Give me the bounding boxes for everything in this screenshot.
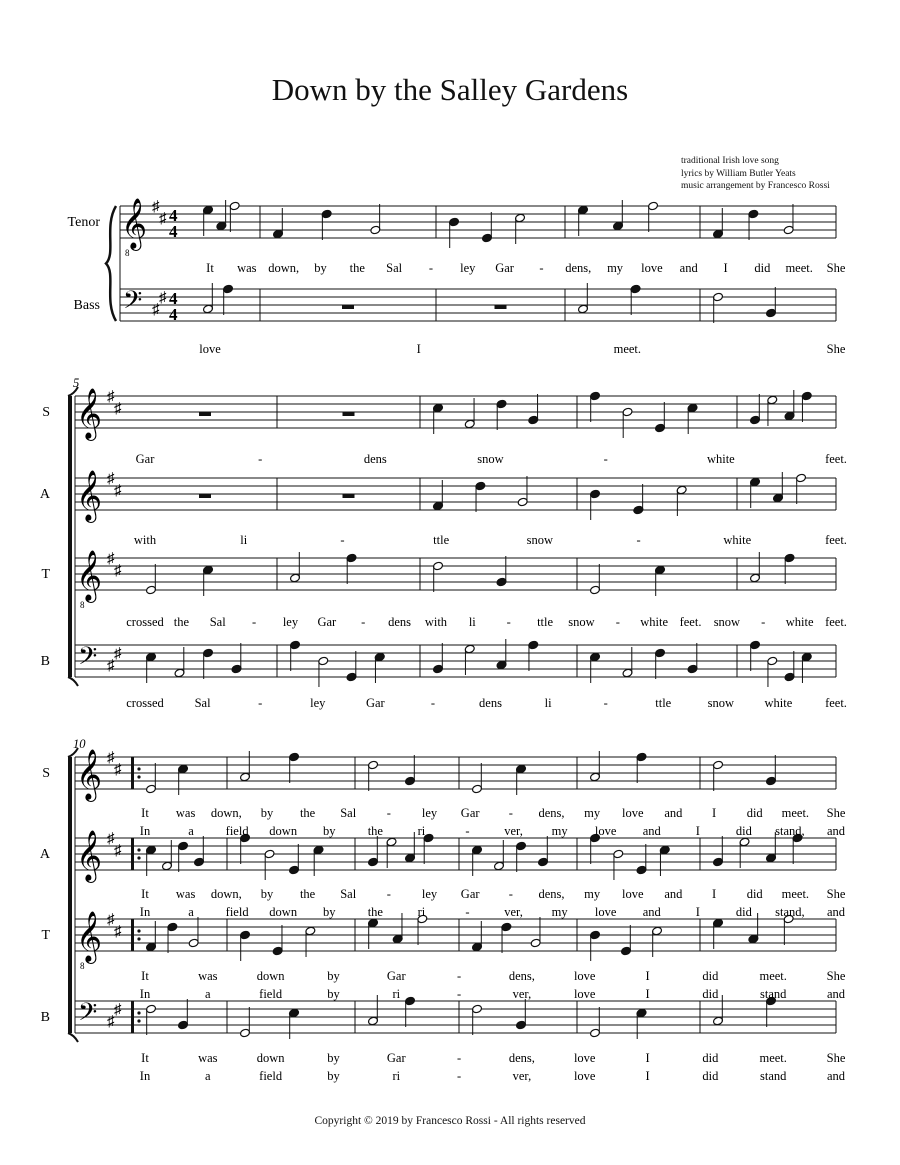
whole-rest-icon [343, 412, 355, 416]
lyric-syllable: was [237, 261, 257, 275]
sharp-icon: ♯ [114, 1002, 122, 1018]
lyric-syllable: feet. [825, 615, 847, 629]
sharp-icon: ♯ [114, 563, 122, 579]
lyric-syllable: She [826, 887, 846, 901]
lyric-syllable: Gar [386, 969, 406, 983]
time-signature-digit: 4 [169, 305, 178, 324]
system-brace [106, 206, 116, 321]
lyric-syllable: ver, [504, 824, 523, 838]
system-bracket [68, 757, 72, 1033]
octave-mark-icon: 8 [80, 600, 85, 610]
lyric-syllable: my [551, 824, 568, 838]
lyric-syllable: crossed [126, 696, 164, 710]
lyric-syllable: - [508, 806, 513, 820]
lyric-syllable: did [702, 1051, 719, 1065]
lyric-syllable: - [252, 615, 257, 629]
staff-label: S [42, 405, 50, 420]
lyric-syllable: my [584, 887, 601, 901]
lyric-syllable: down, [268, 261, 300, 275]
lyric-syllable: - [603, 452, 608, 466]
lyric-syllable: by [327, 1051, 340, 1065]
lyric-syllable: and [679, 261, 698, 275]
lyric-syllable: stand [759, 1069, 787, 1083]
lyric-syllable: It [141, 969, 149, 983]
staff-s [75, 750, 836, 802]
lyric-syllable: li [544, 696, 552, 710]
lyric-syllable: with [424, 615, 448, 629]
lyric-syllable: meet. [781, 806, 810, 820]
lyric-syllable: dens, [538, 887, 565, 901]
repeat-barline [131, 919, 134, 951]
time-signature-digit: 4 [169, 222, 178, 241]
lyric-syllable: I [711, 887, 717, 901]
lyric-syllable: snow [713, 615, 741, 629]
lyric-syllable: white [706, 452, 735, 466]
lyric-syllable: I [645, 987, 650, 1001]
lyric-syllable: - [615, 615, 620, 629]
lyric-syllable: down, [210, 806, 242, 820]
lyric-syllable: love [621, 806, 644, 820]
lyric-syllable: meet. [613, 342, 642, 356]
lyric-syllable: I [695, 905, 700, 919]
lyric-syllable: meet. [759, 1051, 787, 1065]
lyric-syllable: white [723, 533, 752, 547]
sharp-icon: ♯ [159, 211, 167, 227]
lyric-syllable: Gar [135, 452, 155, 466]
lyric-syllable: ver, [512, 1069, 532, 1083]
lyric-syllable: - [603, 696, 608, 710]
lyric-syllable: field [259, 987, 283, 1001]
staff-label: Tenor [67, 215, 100, 230]
lyric-syllable: and [826, 905, 846, 919]
lyric-syllable: down [256, 969, 285, 983]
lyric-syllable: I [645, 969, 650, 983]
lyric-syllable: by [323, 905, 336, 919]
lyric-syllable: ri [417, 905, 426, 919]
lyric-syllable: stand [759, 987, 787, 1001]
lyric-syllable: She [826, 261, 846, 275]
lyric-syllable: Gar [317, 615, 337, 629]
lyric-syllable: by [327, 969, 340, 983]
lyric-syllable: Gar [460, 806, 480, 820]
staff-label: T [41, 567, 50, 582]
lyric-syllable: ttle [537, 615, 554, 629]
repeat-dot [137, 929, 140, 932]
repeat-dot [137, 856, 140, 859]
staff-label: S [42, 766, 50, 781]
sharp-icon: ♯ [114, 924, 122, 940]
treble-clef-icon: 𝄞 [76, 389, 103, 438]
lyric-syllable: dens, [538, 806, 565, 820]
lyric-syllable: It [206, 261, 214, 275]
lyric-syllable: by [323, 824, 336, 838]
measure-number: 5 [73, 376, 80, 390]
lyric-syllable: Sal [194, 696, 211, 710]
lyric-syllable: feet. [825, 696, 847, 710]
lyric-syllable: dens, [508, 969, 535, 983]
lyric-syllable: li [240, 533, 248, 547]
lyric-syllable: a [205, 1069, 211, 1083]
lyric-syllable: love [573, 969, 596, 983]
sharp-icon: ♯ [107, 389, 115, 405]
lyric-syllable: love [594, 824, 617, 838]
lyric-syllable: dens [388, 615, 412, 629]
lyric-syllable: - [506, 615, 511, 629]
lyric-syllable: the [173, 615, 190, 629]
lyric-syllable: love [573, 1069, 596, 1083]
staff-label: A [39, 487, 50, 502]
staff-t [75, 551, 836, 610]
lyric-syllable: and [642, 905, 661, 919]
sharp-icon: ♯ [114, 843, 122, 859]
lyric-syllable: Gar [495, 261, 514, 275]
octave-mark-icon: 8 [125, 248, 130, 258]
lyric-syllable: - [636, 533, 641, 547]
lyric-syllable: - [539, 261, 544, 275]
measure-number: 10 [73, 737, 86, 751]
staff-label: B [40, 654, 50, 669]
staff-bass [120, 283, 836, 324]
bass-clef-icon: 𝄢 [123, 287, 143, 320]
bracket-hook [68, 677, 78, 686]
sharp-icon: ♯ [107, 750, 115, 766]
staff-label: B [40, 1010, 50, 1025]
lyric-syllable: She [826, 806, 846, 820]
repeat-barline [131, 757, 134, 789]
lyric-syllable: down, [210, 887, 242, 901]
lyric-syllable: I [645, 1069, 650, 1083]
lyric-syllable: snow [568, 615, 595, 629]
lyric-syllable: feet. [679, 615, 702, 629]
lyric-syllable: love [641, 261, 663, 275]
lyric-syllable: was [175, 887, 196, 901]
copyright-notice: Copyright © 2019 by Francesco Rossi - All rights reserved [314, 1115, 586, 1127]
lyric-syllable: my [607, 261, 624, 275]
repeat-dot [137, 1019, 140, 1022]
lyric-syllable: - [430, 696, 436, 710]
lyric-syllable: dens [479, 696, 502, 710]
bass-clef-icon: 𝄢 [78, 643, 98, 676]
repeat-barline [131, 838, 134, 870]
page-title: Down by the Salley Gardens [271, 72, 629, 107]
credit-line: music arrangement by Francesco Rossi [681, 181, 830, 191]
lyric-syllable: I [723, 261, 728, 275]
sharp-icon: ♯ [114, 762, 122, 778]
lyric-syllable: - [428, 261, 434, 275]
lyric-syllable: snow [526, 533, 554, 547]
sharp-icon: ♯ [152, 302, 160, 318]
lyric-syllable: a [188, 824, 194, 838]
lyric-syllable: ver, [504, 905, 523, 919]
system-2 [68, 387, 836, 687]
credit-line: traditional Irish love song [681, 156, 779, 166]
lyric-syllable: In [139, 1069, 151, 1083]
lyric-syllable: ley [421, 887, 438, 901]
lyric-syllable: was [198, 1051, 218, 1065]
lyric-syllable: by [327, 1069, 340, 1083]
staff-b [75, 995, 836, 1039]
lyric-syllable: I [695, 824, 700, 838]
staff-a [75, 471, 836, 523]
lyric-syllable: Gar [386, 1051, 406, 1065]
lyric-syllable: ttle [655, 696, 672, 710]
lyric-syllable: by [327, 987, 340, 1001]
lyric-syllable: field [225, 824, 249, 838]
lyric-syllable: down [269, 905, 298, 919]
lyric-syllable: It [141, 887, 149, 901]
lyric-syllable: In [139, 824, 151, 838]
lyric-syllable: - [465, 905, 470, 919]
treble-clef-icon: 𝄞 [76, 551, 103, 600]
repeat-barline [131, 1001, 134, 1033]
lyric-syllable: ley [282, 615, 299, 629]
lyric-syllable: - [340, 533, 345, 547]
lyric-syllable: love [573, 1051, 596, 1065]
treble-clef-icon: 𝄞 [121, 199, 148, 248]
lyric-syllable: love [573, 987, 596, 1001]
lyric-syllable: dens, [565, 261, 592, 275]
lyric-syllable: did [754, 261, 771, 275]
time-signature-digit: 4 [169, 206, 178, 225]
lyric-syllable: - [761, 615, 766, 629]
lyric-syllable: It [141, 1051, 149, 1065]
lyric-syllable: She [826, 1051, 846, 1065]
lyric-syllable: field [259, 1069, 283, 1083]
lyric-syllable: ley [460, 261, 476, 275]
lyric-syllable: and [642, 824, 661, 838]
lyric-syllable: by [260, 806, 274, 820]
lyric-syllable: love [594, 905, 617, 919]
lyric-syllable: snow [707, 696, 735, 710]
time-signature-digit: 4 [169, 289, 178, 308]
lyric-syllable: the [349, 261, 365, 275]
lyric-syllable: - [457, 969, 462, 983]
lyric-syllable: white [764, 696, 793, 710]
bracket-hook [68, 1033, 78, 1042]
lyric-syllable: was [198, 969, 218, 983]
lyric-syllable: meet. [785, 261, 813, 275]
lyric-syllable: I [711, 806, 717, 820]
staff-t [75, 912, 836, 971]
staff-b [75, 639, 836, 687]
lyric-syllable: and [664, 887, 683, 901]
lyric-syllable: ri [417, 824, 426, 838]
repeat-dot [137, 767, 140, 770]
lyric-syllable: love [199, 342, 221, 356]
repeat-dot [137, 848, 140, 851]
sharp-icon: ♯ [114, 646, 122, 662]
lyric-syllable: Sal [340, 806, 357, 820]
lyric-syllable: - [457, 987, 462, 1001]
repeat-dot [137, 775, 140, 778]
lyric-syllable: down [256, 1051, 285, 1065]
lyric-syllable: and [826, 1069, 846, 1083]
sharp-icon: ♯ [107, 1014, 115, 1030]
lyric-syllable: - [465, 824, 470, 838]
staff-label: A [39, 847, 50, 862]
staff-s [75, 389, 836, 441]
lyric-syllable: In [139, 987, 151, 1001]
lyric-syllable: white [785, 615, 814, 629]
lyric-syllable: by [260, 887, 274, 901]
lyric-syllable: did [746, 806, 763, 820]
lyric-syllable: and [664, 806, 683, 820]
lyric-syllable: - [457, 1069, 462, 1083]
lyric-syllable: I [416, 342, 421, 356]
sharp-icon: ♯ [107, 912, 115, 928]
lyric-syllable: stand, [775, 824, 805, 838]
lyric-syllable: She [826, 342, 846, 356]
lyric-syllable: Gar [365, 696, 385, 710]
sharp-icon: ♯ [107, 658, 115, 674]
lyric-syllable: crossed [126, 615, 164, 629]
lyric-syllable: down [269, 824, 298, 838]
lyric-syllable: It [141, 806, 149, 820]
treble-clef-icon: 𝄞 [76, 912, 103, 961]
lyric-syllable: by [314, 261, 327, 275]
sharp-icon: ♯ [107, 551, 115, 567]
lyric-syllable: field [225, 905, 249, 919]
lyric-syllable: meet. [781, 887, 810, 901]
whole-rest-icon [343, 494, 355, 498]
lyric-syllable: was [175, 806, 196, 820]
treble-clef-icon: 𝄞 [76, 471, 103, 520]
lyric-syllable: my [551, 905, 568, 919]
sharp-icon: ♯ [107, 471, 115, 487]
lyric-syllable: ttle [433, 533, 450, 547]
lyric-syllable: - [258, 452, 263, 466]
lyric-syllable: - [258, 696, 263, 710]
whole-rest-icon [199, 412, 211, 416]
lyric-syllable: ley [421, 806, 438, 820]
lyric-syllable: - [386, 806, 391, 820]
lyric-syllable: did [702, 969, 719, 983]
staff-a [75, 831, 836, 883]
lyric-syllable: - [361, 615, 366, 629]
lyric-syllable: feet. [825, 452, 847, 466]
lyric-syllable: did [735, 905, 752, 919]
staff-label: T [41, 928, 50, 943]
lyric-syllable: stand, [775, 905, 805, 919]
lyric-syllable: did [702, 1069, 719, 1083]
treble-clef-icon: 𝄞 [76, 750, 103, 799]
whole-rest-icon [342, 305, 354, 309]
lyric-syllable: ri [392, 1069, 401, 1083]
whole-rest-icon [199, 494, 211, 498]
lyric-syllable: In [139, 905, 151, 919]
lyric-syllable: my [584, 806, 601, 820]
lyric-syllable: and [826, 824, 846, 838]
lyric-syllable: did [746, 887, 763, 901]
lyric-syllable: snow [477, 452, 504, 466]
lyric-syllable: li [468, 615, 476, 629]
repeat-dot [137, 1011, 140, 1014]
sharp-icon: ♯ [159, 290, 167, 306]
lyric-syllable: love [621, 887, 644, 901]
lyric-syllable: Sal [209, 615, 226, 629]
treble-clef-icon: 𝄞 [76, 831, 103, 880]
system-bracket [68, 396, 72, 677]
lyric-syllable: did [702, 987, 719, 1001]
bass-clef-icon: 𝄢 [78, 999, 98, 1032]
sharp-icon: ♯ [152, 199, 160, 215]
lyric-syllable: - [457, 1051, 462, 1065]
lyric-syllable: a [205, 987, 211, 1001]
lyric-syllable: feet. [825, 533, 847, 547]
sharp-icon: ♯ [114, 483, 122, 499]
lyric-syllable: Sal [340, 887, 357, 901]
staff-label: Bass [73, 298, 100, 313]
staff-tenor [120, 199, 836, 258]
lyric-syllable: dens, [508, 1051, 535, 1065]
lyric-syllable: the [299, 806, 316, 820]
lyric-syllable: the [367, 905, 383, 919]
lyric-syllable: ley [310, 696, 326, 710]
lyric-syllable: and [826, 987, 846, 1001]
lyric-syllable: with [133, 533, 157, 547]
lyric-syllable: a [188, 905, 194, 919]
lyric-syllable: dens [363, 452, 387, 466]
lyric-syllable: white [640, 615, 669, 629]
octave-mark-icon: 8 [80, 961, 85, 971]
lyric-syllable: ri [392, 987, 401, 1001]
lyric-syllable: ver, [512, 987, 532, 1001]
lyric-syllable: the [367, 824, 383, 838]
sharp-icon: ♯ [107, 831, 115, 847]
lyric-syllable: Gar [460, 887, 480, 901]
sharp-icon: ♯ [114, 401, 122, 417]
credit-line: lyrics by William Butler Yeats [681, 168, 796, 179]
lyric-syllable: the [299, 887, 316, 901]
lyric-syllable: - [386, 887, 391, 901]
lyric-syllable: Sal [386, 261, 403, 275]
whole-rest-icon [495, 305, 507, 309]
lyric-syllable: She [826, 969, 846, 983]
lyric-syllable: I [645, 1051, 650, 1065]
lyric-syllable: meet. [759, 969, 787, 983]
lyric-syllable: - [508, 887, 513, 901]
lyric-syllable: did [735, 824, 752, 838]
repeat-dot [137, 937, 140, 940]
